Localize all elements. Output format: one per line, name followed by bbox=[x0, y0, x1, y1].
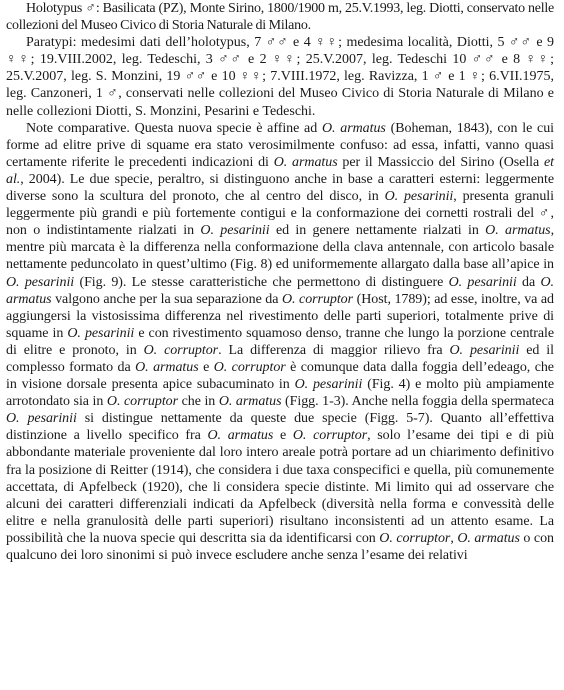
text-run: e con rivestimento squamoso denso, tranne che lungo la porzione centrale di elitre e pronoto, in bbox=[6, 325, 555, 358]
taxon-name-italic: O. armatus bbox=[273, 154, 338, 170]
taxon-name-italic: O. corruptor bbox=[213, 359, 286, 375]
text-run: , presenta granuli leggermente più grandi e più fortemente contigui e la conformazione dei cornetti rostrali del ♂, non o indistintamente rialzati in bbox=[6, 189, 554, 239]
taxon-name-italic: O. corruptor bbox=[106, 394, 179, 410]
taxon-name-italic: O. pesarinii bbox=[294, 377, 363, 393]
text-run: che in bbox=[178, 394, 219, 410]
paratype-paragraph bbox=[6, 34, 554, 119]
taxon-name-italic: O. armatus bbox=[321, 120, 386, 136]
text-run: Note comparative. Questa nuova specie è affine ad bbox=[26, 120, 322, 136]
taxon-name-italic: O. pesarinii bbox=[200, 223, 270, 239]
taxon-name-italic: et al. bbox=[6, 154, 554, 187]
text-run: si distingue nettamente da queste due specie (Figg. 5-7). Quanto all’effettiva distinzione a livello specifico fra bbox=[6, 411, 554, 444]
text-run: (Figg. 1-3). Anche nella foggia della spermateca bbox=[281, 394, 554, 410]
text-run: ed il complesso formato da bbox=[6, 342, 554, 375]
text-run: , 2004). Le due specie, peraltro, si distinguono anche in base a caratteri esterni: leggermente diverse sono la scultura del pronoto, che al centro del disco, in bbox=[6, 171, 554, 205]
comparative-notes-paragraph bbox=[6, 120, 554, 564]
taxon-name-italic: O. armatus bbox=[207, 428, 274, 444]
taxon-name-italic: O. armatus bbox=[135, 359, 199, 375]
taxon-name-italic: O. pesarinii bbox=[6, 274, 75, 290]
text-run: per il Massiccio del Sirino (Osella bbox=[337, 154, 544, 170]
document-page bbox=[6, 0, 554, 564]
taxon-name-italic: O. armatus bbox=[485, 223, 551, 239]
taxon-name-italic: O. pesarinii bbox=[384, 189, 454, 205]
text-run: ed in genere nettamente rialzati in bbox=[269, 223, 486, 239]
taxon-name-italic: O. pesarinii bbox=[449, 342, 520, 358]
taxon-name-italic: O. corruptor bbox=[143, 342, 219, 358]
text-run: (Boheman, 1843), con le cui forme ad elitre prive di squame era stato verosimilmente confuso: ad essa, infatti, vanno quasi certamente riferite le precedenti indicazioni di bbox=[6, 120, 554, 170]
text-run: è comunque data dalla foggia dell’edeago, che in visione dorsale presenta apice subacuminato in bbox=[6, 359, 554, 393]
taxon-name-italic: O. corruptor bbox=[281, 291, 354, 307]
text-run: (Fig. 4) e molto più ampiamente arrotondato sia in bbox=[6, 377, 554, 410]
taxon-name-italic: O. armatus bbox=[457, 530, 520, 546]
taxon-name-italic: O. corruptor bbox=[292, 428, 368, 444]
taxon-name-italic: O. pesarinii bbox=[6, 411, 77, 427]
text-run: e bbox=[198, 359, 214, 375]
taxon-name-italic: O. armatus bbox=[6, 274, 554, 307]
text-run: , solo l’esame dei tipi e di più abbondante materiale proveniente dal loro intero areale potrà portare ad un chiarimento definitivo fra la posizione di Reitter (1914), che considera i due taxa conspecifici e quella, più comunemente accettata, di Apfelbeck (1920), che li considera specie distinte. Mi limito qui ad osservare che alcuni dei caratteri differenziali indicati da Apfelbeck (diversità nella forma e convessità delle elitre e nella granulosità delle parti superiori) risultano inconsistenti ad un attento esame. La possibilità che la nuova specie qui descritta sia da identificarsi con bbox=[6, 428, 554, 546]
text-run: Paratypi: medesimi dati dell’holotypus, 7 ♂♂ e 4 ♀♀; medesima località, Diotti, 5 ♂♂ e 9 ♀♀; 19.VIII.2002, leg. Tedeschi, 3 ♂♂ e 2 ♀♀; 25.V.2007, leg. Tedeschi 10 ♂♂ e 8 ♀♀; 25.V.2007, leg. S. Monzini, 19 ♂♂ e 10 ♀♀; 7.VIII.1972, leg. Ravizza, 1 ♂ e 1 ♀; 6.VII.1975, leg. Canzoneri, 1 ♂, conservati nelle collezioni del Museo Civico di Storia Naturale di Milano e nelle collezioni Diotti, S. Monzini, Pesarini e Tedeschi. bbox=[6, 35, 554, 119]
taxon-name-italic: O. pesarinii bbox=[448, 274, 517, 290]
text-run: , mentre più marcata è la differenza nella conformazione della clava antennale, con articolo basale nettamente peduncolato in quest’ultimo (Fig. 8) ed uniformemente allargato dalla base all’apice in bbox=[6, 223, 555, 273]
taxon-name-italic: O. armatus bbox=[218, 394, 282, 410]
text-run: o con qualcuno dei loro sinonimi si può invece escludere anche senza l’esame dei relativi bbox=[6, 530, 554, 563]
text-run: da bbox=[516, 274, 541, 290]
text-run: , bbox=[450, 530, 458, 546]
holotype-paragraph bbox=[6, 0, 554, 34]
text-run: e bbox=[273, 428, 293, 444]
taxon-name-italic: O. corruptor bbox=[379, 530, 451, 546]
taxon-name-italic: O. pesarinii bbox=[67, 325, 135, 341]
text-run: (Fig. 9). Le stesse caratteristiche che permettono di distinguere bbox=[74, 274, 449, 290]
text-run: . La differenza di maggior rilievo fra bbox=[218, 342, 450, 358]
text-run: Holotypus ♂: Basilicata (PZ), Monte Sirino, 1800/1900 m, 25.V.1993, leg. Diotti, conservato nelle collezioni del Museo Civico di Storia Naturale di Milano. bbox=[6, 1, 554, 34]
text-run: valgono anche per la sua separazione da bbox=[51, 291, 282, 307]
text-run: (Host, 1789); ad esse, inoltre, va ad aggiungersi la vistosissima differenza nel rivestimento delle parti superiori, totalmente prive di squame in bbox=[6, 291, 554, 341]
